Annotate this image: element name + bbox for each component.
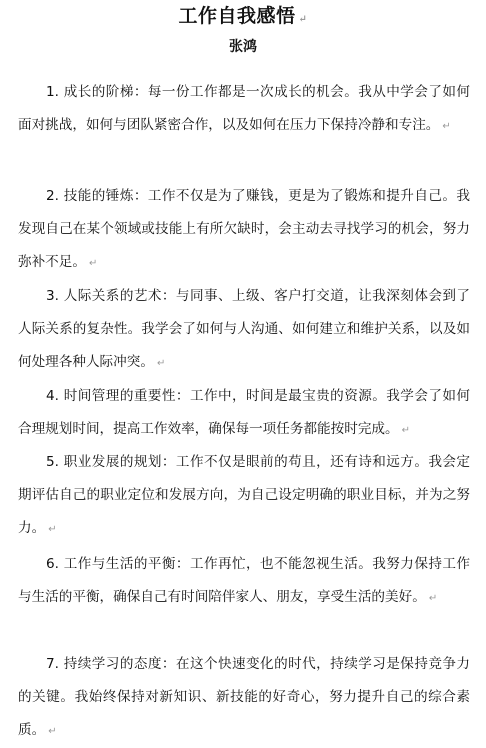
paragraph (18, 446, 470, 546)
title-text: 工作自我感悟 (178, 5, 296, 27)
paragraph-text: 6. 工作与生活的平衡：工作再忙，也不能忽视生活。我努力保持工作与生活的平衡，确保自己有时间陪伴家人、朋友，享受生活的美好。 (18, 555, 470, 605)
paragraph-mark-icon: ↵ (428, 592, 438, 604)
paragraph (18, 548, 470, 615)
paragraph-text: 7. 持续学习的态度：在这个快速变化的时代，持续学习是保持竞争力的关键。我始终保持对新知识、新技能的好奇心，努力提升自己的综合素质。 (18, 655, 470, 738)
paragraph (18, 380, 470, 447)
author-name: 张鸿 (229, 39, 257, 55)
document-title (0, 4, 486, 32)
paragraph (18, 76, 470, 143)
paragraph-text: 4. 时间管理的重要性：工作中，时间是最宝贵的资源。我学会了如何合理规划时间，提高工作效率，确保每一项任务都能按时完成。 (18, 387, 470, 437)
paragraph-mark-icon: ↵ (88, 257, 98, 269)
paragraph-mark-icon: ↵ (156, 357, 166, 369)
paragraph-mark-icon: ↵ (442, 120, 451, 132)
paragraph-mark-icon: ↵ (48, 523, 57, 535)
paragraph-text: 3. 人际关系的艺术：与同事、上级、客户打交道，让我深刻体会到了人际关系的复杂性。我学会了如何与人沟通、如何建立和维护关系，以及如何处理各种人际冲突。 (18, 287, 470, 370)
paragraph-mark-icon: ↵ (298, 14, 308, 25)
paragraph (18, 180, 470, 280)
paragraph-text: 2. 技能的锤炼：工作不仅是为了赚钱，更是为了锻炼和提升自己。我发现自己在某个领域或技能上有所欠缺时，会主动去寻找学习的机会，努力弥补不足。 (18, 187, 470, 270)
paragraph (18, 648, 470, 748)
paragraph-mark-icon: ↵ (48, 725, 57, 737)
paragraph (18, 280, 470, 380)
paragraph-mark-icon: ↵ (401, 424, 411, 436)
paragraph-text: 5. 职业发展的规划：工作不仅是眼前的苟且，还有诗和远方。我会定期评估自己的职业定位和发展方向，为自己设定明确的职业目标，并为之努力。 (18, 453, 470, 536)
paragraph-text: 1. 成长的阶梯：每一份工作都是一次成长的机会。我从中学会了如何面对挑战，如何与团队紧密合作，以及如何在压力下保持冷静和专注。 (18, 83, 470, 133)
